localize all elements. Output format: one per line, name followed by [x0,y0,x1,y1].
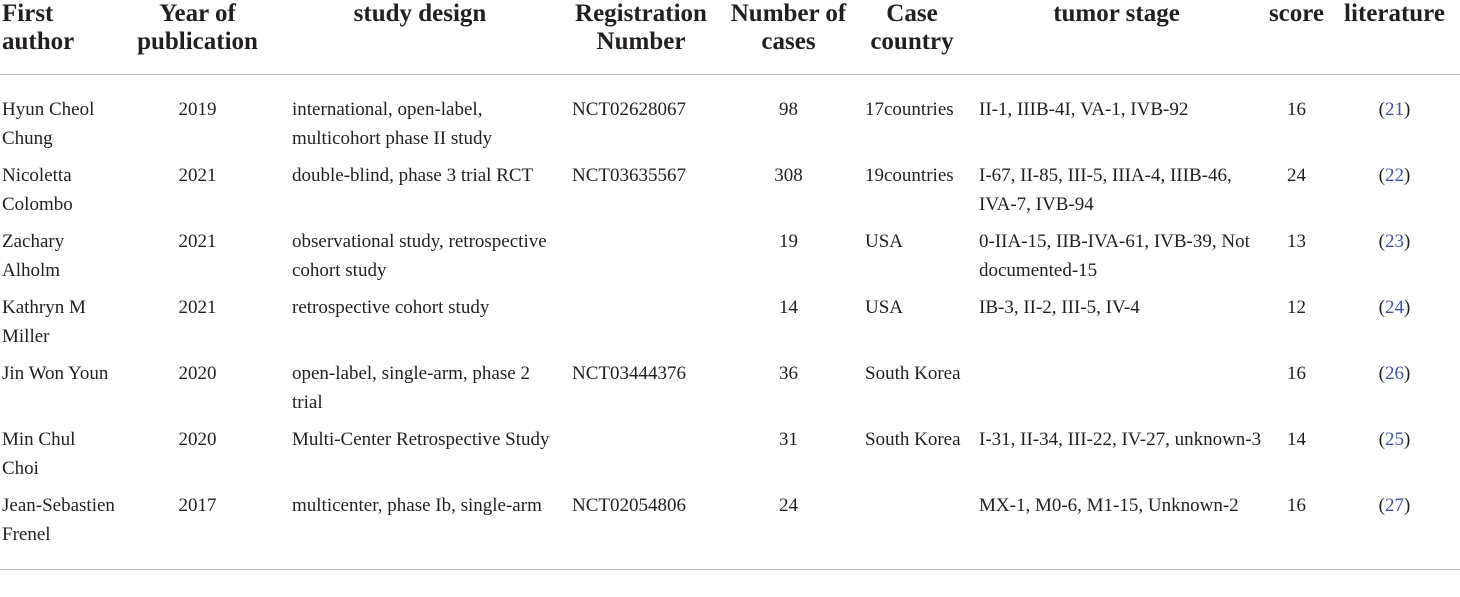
header-literature: literature [1329,0,1460,75]
ref-open-paren: ( [1378,99,1385,120]
table-row [0,359,1460,425]
table-row [0,227,1460,293]
cell-registration [560,293,722,359]
cell-country [855,491,969,570]
cell-country: South Korea [865,429,961,450]
cell-tumor-stage: IB-3, II-2, III-5, IV-4 [979,297,1140,318]
reference-link[interactable]: 23 [1385,231,1404,252]
cell-registration [560,425,722,491]
cell-cases: 308 [774,165,803,186]
cell-score: 16 [1264,491,1329,570]
cell-country: 17countries [865,99,954,120]
cell-registration: NCT03444376 [572,363,686,384]
cell-year: 2017 [115,491,280,570]
reference-link[interactable]: 24 [1385,297,1404,318]
cell-author: Zachary Alholm [2,231,65,281]
ref-close-paren: ) [1404,297,1411,318]
header-score: score [1264,0,1329,75]
cell-year: 2021 [178,231,217,252]
cell-literature [1329,425,1460,491]
ref-close-paren: ) [1404,165,1411,186]
ref-close-paren: ) [1404,495,1411,516]
cell-author: Nicoletta Colombo [2,165,73,215]
cell-design: double-blind, phase 3 trial RCT [292,165,534,186]
header-cases: Number of cases [722,0,855,75]
cell-country: USA [865,297,904,318]
table-row [0,491,1460,570]
ref-close-paren: ) [1404,231,1411,252]
ref-open-paren: ( [1378,297,1385,318]
cell-tumor-stage: II-1, IIIB-4I, VA-1, IVB-92 [979,99,1189,120]
cell-country: South Korea [865,363,961,384]
cell-literature [1329,227,1460,293]
table-row [0,425,1460,491]
cell-tumor-stage: I-67, II-85, III-5, IIIA-4, IIIB-46, IVA-7, IVB-94 [979,165,1232,215]
ref-open-paren: ( [1378,165,1385,186]
cell-tumor-stage: 0-IIA-15, IIB-IVA-61, IVB-39, Not documented-15 [979,231,1250,281]
table-body [0,75,1460,570]
ref-open-paren: ( [1378,495,1385,516]
table-row [0,293,1460,359]
table-row [0,75,1460,162]
cell-score: 24 [1287,165,1306,186]
cell-cases: 36 [779,363,798,384]
reference-link[interactable]: 25 [1385,429,1404,450]
cell-author: Kathryn M Miller [2,297,86,347]
cell-design: international, open-label, multicohort phase II study [292,99,492,149]
cell-design: observational study, retrospective cohort study [292,231,547,281]
cell-cases: 14 [779,297,798,318]
cell-design: multicenter, phase Ib, single-arm [280,491,560,570]
cell-tumor-stage [969,359,1264,425]
cell-cases: 98 [779,99,798,120]
header-country: Case country [855,0,969,75]
header-tumor-stage: tumor stage [969,0,1264,75]
cell-score: 12 [1287,297,1306,318]
cell-design: retrospective cohort study [292,297,490,318]
cell-year: 2020 [178,429,217,450]
cell-tumor-stage: MX-1, M0-6, M1-15, Unknown-2 [969,491,1264,570]
cell-literature [1329,161,1460,227]
ref-open-paren: ( [1378,363,1385,384]
cell-author: Hyun Cheol Chung [2,99,95,149]
header-study-design: study design [280,0,560,75]
cell-author: Jean-Sebastien Frenel [0,491,115,570]
cell-cases: 19 [779,231,798,252]
cell-design: Multi-Center Retrospective Study [292,429,550,450]
cell-tumor-stage: I-31, II-34, III-22, IV-27, unknown-3 [979,429,1262,450]
header-first-author: First author [0,0,115,75]
reference-link[interactable]: 26 [1385,363,1404,384]
header-row [0,0,1460,75]
cell-score: 13 [1287,231,1306,252]
cell-cases: 24 [722,491,855,570]
cell-registration: NCT03635567 [572,165,686,186]
cell-literature [1329,75,1460,162]
cell-literature [1329,491,1460,570]
cell-score: 14 [1287,429,1306,450]
table-row [0,161,1460,227]
cell-score: 16 [1287,99,1306,120]
cell-score: 16 [1287,363,1306,384]
cell-country: USA [865,231,904,252]
cell-year: 2020 [178,363,217,384]
header-year: Year of publication [115,0,280,75]
reference-link[interactable]: 21 [1385,99,1404,120]
ref-open-paren: ( [1378,429,1385,450]
reference-link[interactable]: 22 [1385,165,1404,186]
cell-design: open-label, single-arm, phase 2 trial [292,363,530,413]
cell-year: 2021 [178,297,217,318]
ref-close-paren: ) [1404,363,1411,384]
cell-year: 2019 [178,99,217,120]
cell-registration [560,227,722,293]
ref-open-paren: ( [1378,231,1385,252]
cell-cases: 31 [779,429,798,450]
cell-author: Min Chul Choi [2,429,76,479]
cell-literature [1329,293,1460,359]
cell-country: 19countries [865,165,954,186]
table-header [0,0,1460,75]
ref-close-paren: ) [1404,99,1411,120]
reference-link[interactable]: 27 [1385,495,1404,516]
ref-close-paren: ) [1404,429,1411,450]
cell-registration: NCT02628067 [572,99,686,120]
header-registration: Registration Number [560,0,722,75]
cell-registration: NCT02054806 [560,491,722,570]
cell-year: 2021 [178,165,217,186]
cell-literature [1329,359,1460,425]
cell-author: Jin Won Youn [2,363,109,384]
